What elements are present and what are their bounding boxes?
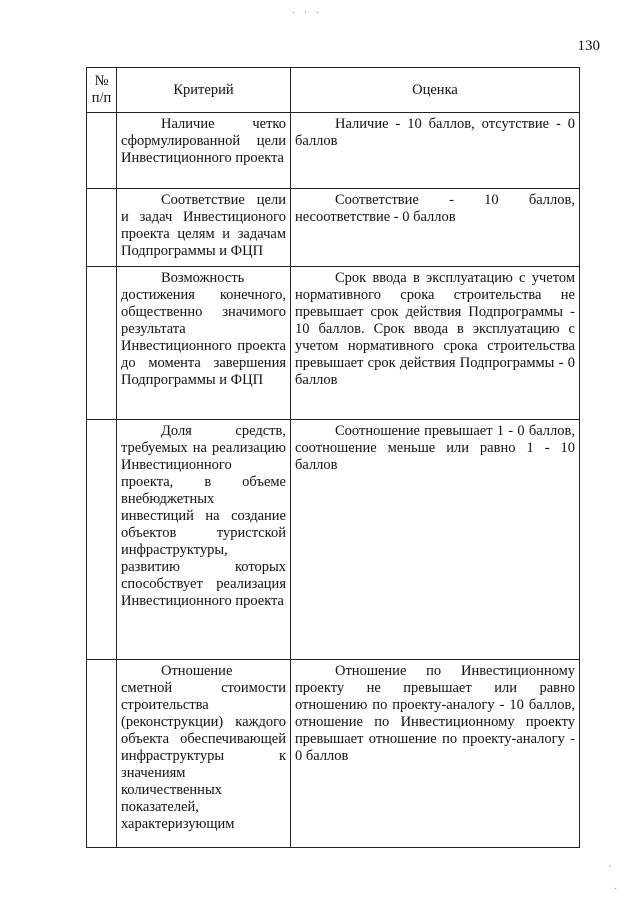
row-criterion: Отношение сметной стоимости строительства (реконструкции) каждого объекта обеспечивающей инфраструктуры к значениям количественных показателей, характеризующим (117, 660, 291, 848)
row-score: Срок ввода в эксплуатацию с учетом нормативного срока строительства не превышает срок действия Подпрограммы - 10 баллов. Срок ввода в эксплуатацию с учетом нормативного срока строительства превышает срок действия Подпрограммы - 0 баллов (291, 267, 580, 420)
row-criterion: Доля средств, требуемых на реализацию Инвестиционного проекта, в объеме внебюджетных инвестиций на создание объектов туристской инфраструктуры, развитию которых способствует реализация Инвестиционного проекта (117, 420, 291, 660)
row-num (87, 189, 117, 267)
scan-speck: · (614, 884, 621, 895)
header-criterion: Критерий (117, 68, 291, 113)
row-criterion: Соответствие цели и задач Инвестиционого проекта целям и задачам Подпрограммы и ФЦП (117, 189, 291, 267)
row-score: Соответствие - 10 баллов, несоответствие - 0 баллов (291, 189, 580, 267)
scan-speck: · · · (292, 8, 322, 19)
row-num (87, 420, 117, 660)
table-row (87, 660, 580, 848)
table-row (87, 267, 580, 420)
row-criterion: Возможность достижения конечного, общественно значимого результата Инвестиционного проекта до момента завершения Подпрограммы и ФЦП (117, 267, 291, 420)
scan-speck: · (608, 862, 615, 873)
row-num (87, 660, 117, 848)
table-header-row (87, 68, 580, 113)
row-num (87, 267, 117, 420)
criteria-table (86, 67, 580, 848)
page-number: 130 (577, 38, 600, 54)
table-row (87, 113, 580, 189)
row-score: Отношение по Инвестиционному проекту не превышает или равно отношению по проекту-аналогу - 10 баллов, отношение по Инвестиционному проекту превышает отношение по проекту-аналогу - 0 баллов (291, 660, 580, 848)
row-criterion: Наличие четко сформулированной цели Инвестиционного проекта (117, 113, 291, 189)
row-score: Наличие - 10 баллов, отсутствие - 0 баллов (291, 113, 580, 189)
row-num (87, 113, 117, 189)
header-num: № п/п (87, 68, 117, 113)
table-row (87, 189, 580, 267)
row-score: Соотношение превышает 1 - 0 баллов, соотношение меньше или равно 1 - 10 баллов (291, 420, 580, 660)
header-score: Оценка (291, 68, 580, 113)
table-row (87, 420, 580, 660)
